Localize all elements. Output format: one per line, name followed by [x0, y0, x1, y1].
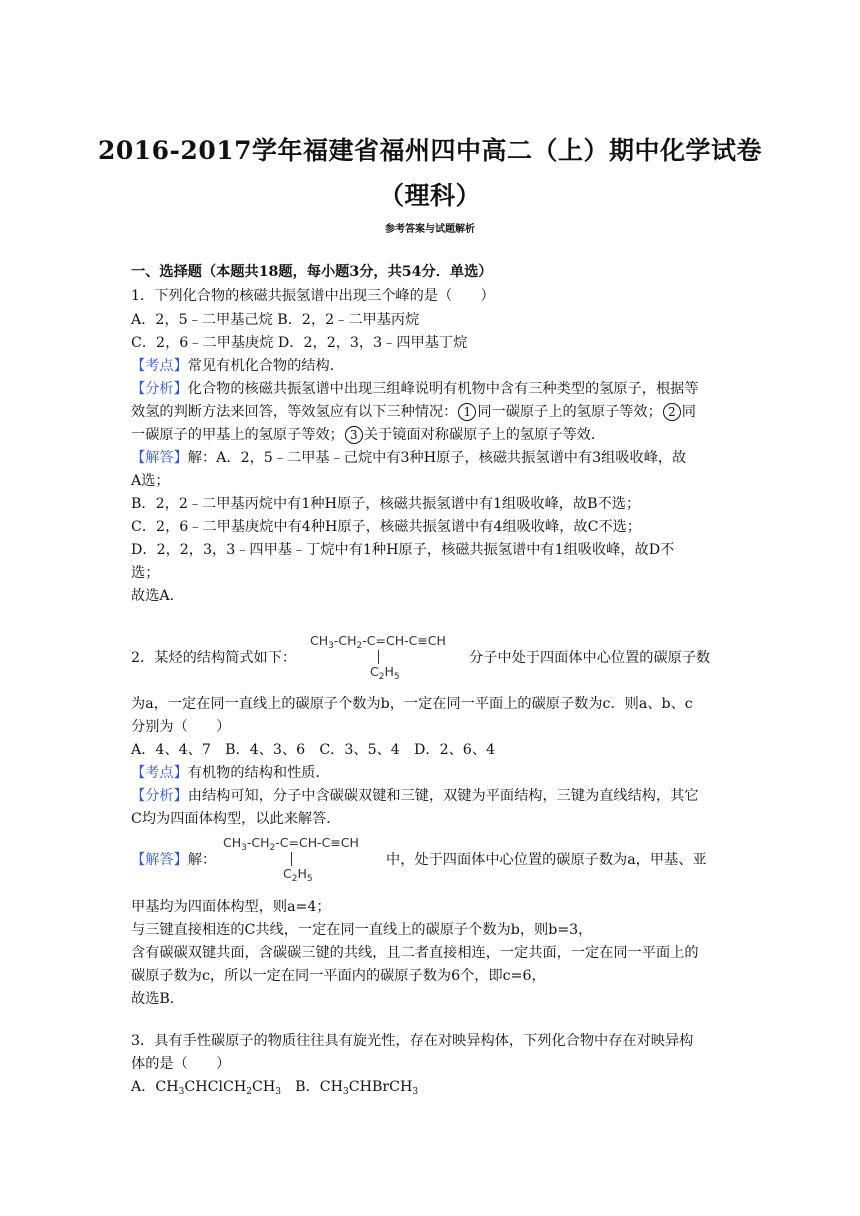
q1-fenxi-text1: 化合物的核磁共振氢谱中出现三组峰说明有机物中含有三种类型的氢原子，根据等 — [187, 381, 699, 397]
doc-title-sub: （理科） — [378, 181, 481, 210]
q2-fenxi-line2: C均为四面体构型，以此来解答． — [131, 811, 341, 827]
fenxi-tag: 【分析】 — [131, 788, 188, 804]
structural-formula-1 — [310, 633, 470, 681]
q1-jieda-text1: 解：A．2，5﹣二甲基﹣己烷中有3种H原子，核磁共振氢谱中有3组吸收峰，故 — [187, 450, 687, 466]
q1-fenxi-line2 — [131, 402, 696, 422]
kaodian-tag: 【考点】 — [131, 358, 188, 374]
circled-number-3: 3 — [345, 426, 363, 444]
q2-kaodian — [131, 763, 330, 783]
q1-jieda-line4: C．2，6﹣二甲基庚烷中有4种H原子，核磁共振氢谱中有4组吸收峰，故C不选； — [131, 519, 642, 535]
q2-conclusion: 故选B． — [131, 991, 184, 1007]
q1-options-cd: C．2，6﹣二甲基庚烷 D．2，2，3，3﹣四甲基丁烷 — [131, 335, 468, 351]
q3-option-b: B．$CH_3CHBrCH_3$ — [280, 1079, 419, 1097]
formula-ethyl-group: $C_2H_5$ — [283, 866, 313, 884]
q2-jieda-line4: 含有碳碳双键共面，含碳碳三键的共线，且二者直接相连，一定共面，一定在同一平面上的 — [131, 945, 699, 961]
doc-title: 2016-2017学年福建省福州四中高二（上）期中化学试卷 — [97, 136, 763, 165]
q2-options: A．4、4、7 B．4、3、6 C．3、5、4 D．2、6、4 — [131, 742, 496, 758]
q2-stem-line2: 为a，一定在同一直线上的碳原子个数为b，一定在同一平面上的碳原子数为c．则a、b、c — [131, 696, 693, 712]
q1-jieda-line1 — [131, 448, 686, 468]
fenxi-tag: 【分析】 — [131, 381, 188, 397]
q1-fenxi-text2a: 效氢的判断方法来回答，等效氢应有以下三种情况： — [131, 404, 458, 420]
q1-fenxi-text3a: 一碳原子的甲基上的氢原子等效； — [131, 427, 344, 443]
q3-options — [131, 1077, 418, 1102]
q1-jieda-line6: 选； — [131, 565, 160, 581]
q2-jieda-line1 — [131, 850, 216, 870]
q2-kaodian-text: 有机物的结构和性质． — [187, 765, 330, 781]
q1-fenxi-line1 — [131, 379, 699, 399]
q2-stem-line3: 分别为（ ） — [131, 719, 231, 735]
q1-options-ab: A．2，5﹣二甲基己烷 B．2，2﹣二甲基丙烷 — [131, 312, 420, 328]
formula-ethyl-group: $C_2H_5$ — [370, 664, 400, 682]
formula-main-chain: $CH_3-CH_2-C=CH-C\equiv CH$ — [223, 835, 359, 853]
q2-jieda-text-a: 解： — [187, 852, 217, 868]
q1-stem: 1．下列化合物的核磁共振氢谱中出现三个峰的是（ ） — [131, 288, 495, 304]
circled-number-2: 2 — [663, 403, 681, 421]
circled-number-1: 1 — [458, 403, 476, 421]
structural-formula-2 — [223, 835, 388, 883]
q1-jieda-line5: D．2，2，3，3﹣四甲基﹣丁烷中有1种H原子，核磁共振氢谱中有1组吸收峰，故D不 — [131, 542, 675, 558]
formula-main-chain: $CH_3-CH_2-C=CH-C\equiv CH$ — [310, 633, 446, 651]
q1-fenxi-line3 — [131, 425, 605, 445]
q2-stem-a: 2．某烃的结构简式如下： — [131, 650, 297, 666]
q1-fenxi-text2b: 同一碳原子上的氢原子等效； — [477, 404, 662, 420]
q2-jieda-line3: 与三键直接相连的C共线，一定在同一直线上的碳原子个数为b，则b=3， — [131, 922, 593, 938]
q2-jieda-line5: 碳原子数为c，所以一定在同一平面内的碳原子数为6个，即c=6， — [131, 968, 546, 984]
q3-option-a: A．$CH_3CHClCH_2CH_3$ — [131, 1079, 281, 1097]
jieda-tag: 【解答】 — [131, 852, 188, 868]
doc-subtitle: 参考答案与试题解析 — [385, 224, 475, 235]
q2-jieda-line2: 甲基均为四面体构型，则a=4； — [131, 899, 331, 915]
q2-fenxi-text1: 由结构可知，分子中含碳碳双键和三键，双键为平面结构，三键为直线结构，其它 — [187, 788, 699, 804]
q1-fenxi-text2c: 同 — [681, 404, 696, 420]
q1-jieda-line2: A选； — [131, 473, 170, 489]
q2-fenxi-line1 — [131, 786, 699, 806]
q3-stem-line1: 3．具有手性碳原子的物质往往具有旋光性，存在对映异构体，下列化合物中存在对映异构 — [131, 1033, 694, 1049]
q1-kaodian — [131, 356, 344, 376]
q1-kaodian-text: 常见有机化合物的结构． — [187, 358, 344, 374]
q1-jieda-line3: B．2，2﹣二甲基丙烷中有1种H原子，核磁共振氢谱中有1组吸收峰，故B不选； — [131, 496, 641, 512]
kaodian-tag: 【考点】 — [131, 765, 188, 781]
q1-conclusion: 故选A． — [131, 588, 184, 604]
formula-bond — [378, 650, 379, 664]
section-heading: 一、选择题（本题共18题，每小题3分，共54分．单选） — [131, 264, 493, 280]
formula-bond — [291, 852, 292, 866]
q2-stem-b: 分子中处于四面体中心位置的碳原子数 — [469, 650, 711, 666]
q2-jieda-text-b: 中，处于四面体中心位置的碳原子数为a，甲基、亚 — [386, 852, 707, 868]
jieda-tag: 【解答】 — [131, 450, 188, 466]
q1-fenxi-text3b: 关于镜面对称碳原子上的氢原子等效． — [363, 427, 606, 443]
q3-stem-line2: 体的是（ ） — [131, 1056, 231, 1072]
